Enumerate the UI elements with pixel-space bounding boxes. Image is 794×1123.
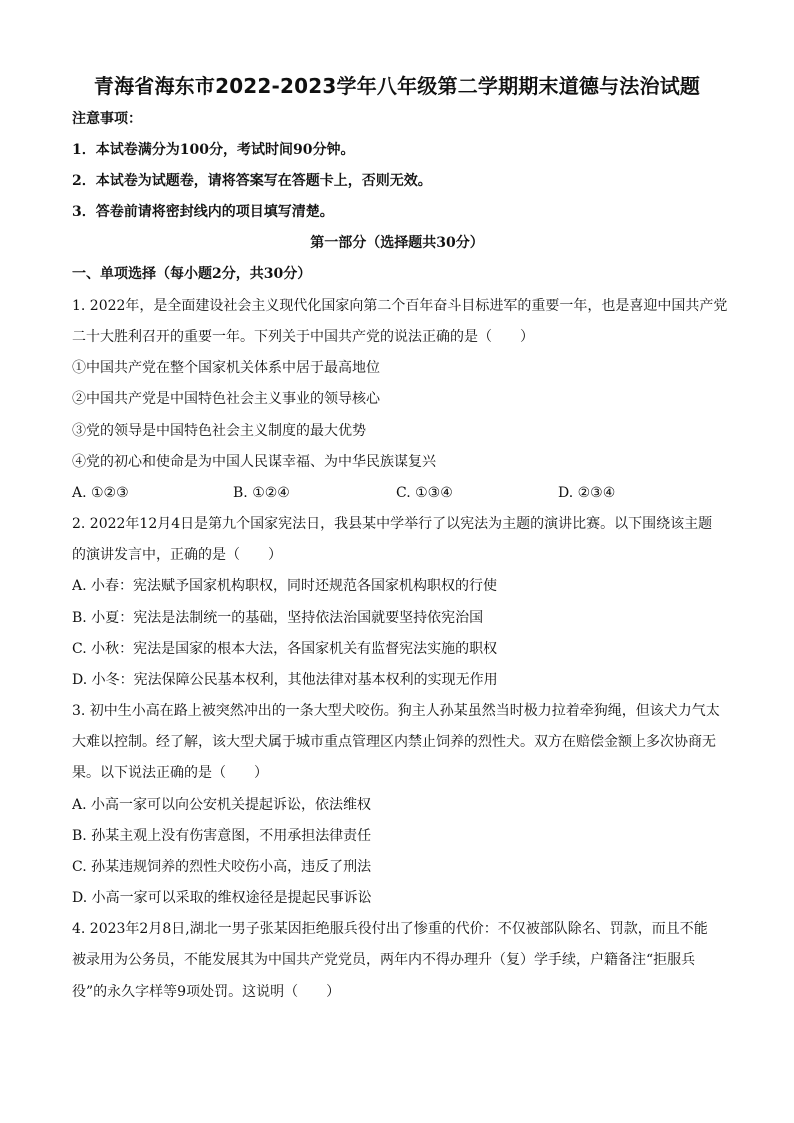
choice-a[interactable]: A. ①②③ — [72, 485, 129, 501]
statement-2: ②中国共产党是中国特色社会主义事业的领导核心 — [72, 391, 380, 407]
question-stem-line: 被录用为公务员，不能发展其为中国共产党党员，两年内不得办理升（复）学手续，户籍备注“拒服兵 — [72, 952, 696, 968]
statement-3: ③党的领导是中国特色社会主义制度的最大优势 — [72, 423, 366, 439]
question-stem-line: 大难以控制。经了解，该大型犬属于城市重点管理区内禁止饲养的烈性犬。双方在赔偿金额上多次协商无 — [72, 734, 716, 750]
choice-row — [72, 484, 732, 502]
option-b[interactable]: B. 小夏：宪法是法制统一的基础，坚持依法治国就要坚持依宪治国 — [72, 610, 484, 626]
question-stem-line: 4. 2023年2月8日,湖北一男子张某因拒绝服兵役付出了惨重的代价：不仅被部队除名、罚款，而且不能 — [72, 921, 708, 937]
choice-c[interactable]: C. ①③④ — [396, 485, 453, 501]
notice-heading: 注意事项： — [72, 111, 142, 127]
question-stem-line: 二十大胜利召开的重要一年。下列关于中国共产党的说法正确的是（ ） — [72, 329, 534, 345]
part-title: 第一部分（选择题共30分） — [310, 235, 484, 251]
option-a[interactable]: A. 小春：宪法赋予国家机构职权，同时还规范各国家机构职权的行使 — [72, 578, 498, 594]
option-b[interactable]: B. 孙某主观上没有伤害意图，不用承担法律责任 — [72, 828, 372, 844]
option-c[interactable]: C. 小秋：宪法是国家的根本大法，各国家机关有监督宪法实施的职权 — [72, 641, 498, 657]
notice-item: 2．本试卷为试题卷，请将答案写在答题卡上，否则无效。 — [72, 173, 432, 189]
question-stem-line: 役”的永久字样等9项处罚。这说明（ ） — [72, 984, 341, 1000]
question-stem-line: 果。以下说法正确的是（ ） — [72, 765, 268, 781]
choice-d[interactable]: D. ②③④ — [558, 485, 616, 501]
notice-item: 3．答卷前请将密封线内的项目填写清楚。 — [72, 204, 334, 220]
question-stem-line: 3. 初中生小高在路上被突然冲出的一条大型犬咬伤。狗主人孙某虽然当时极力拉着牵狗绳，但该犬力气太 — [72, 703, 720, 719]
exam-title: 青海省海东市2022-2023学年八年级第二学期期末道德与法治试题 — [93, 74, 701, 98]
section-title: 一、单项选择（每小题2分，共30分） — [72, 266, 312, 282]
question-stem-line: 1. 2022年，是全面建设社会主义现代化国家向第二个百年奋斗目标进军的重要一年，也是喜迎中国共产党 — [72, 298, 728, 314]
option-d[interactable]: D. 小高一家可以采取的维权途径是提起民事诉讼 — [72, 890, 372, 906]
notice-item: 1．本试卷满分为100分，考试时间90分钟。 — [72, 142, 355, 158]
statement-4: ④党的初心和使命是为中国人民谋幸福、为中华民族谋复兴 — [72, 454, 436, 470]
choice-b[interactable]: B. ①②④ — [233, 485, 290, 501]
option-d[interactable]: D. 小冬：宪法保障公民基本权利，其他法律对基本权利的实现无作用 — [72, 672, 498, 688]
question-stem-line: 的演讲发言中，正确的是（ ） — [72, 547, 282, 563]
option-a[interactable]: A. 小高一家可以向公安机关提起诉讼，依法维权 — [72, 797, 372, 813]
statement-1: ①中国共产党在整个国家机关体系中居于最高地位 — [72, 360, 380, 376]
option-c[interactable]: C. 孙某违规饲养的烈性犬咬伤小高，违反了刑法 — [72, 859, 372, 875]
question-stem-line: 2. 2022年12月4日是第九个国家宪法日，我县某中学举行了以宪法为主题的演讲比赛。以下围绕该主题 — [72, 516, 713, 532]
